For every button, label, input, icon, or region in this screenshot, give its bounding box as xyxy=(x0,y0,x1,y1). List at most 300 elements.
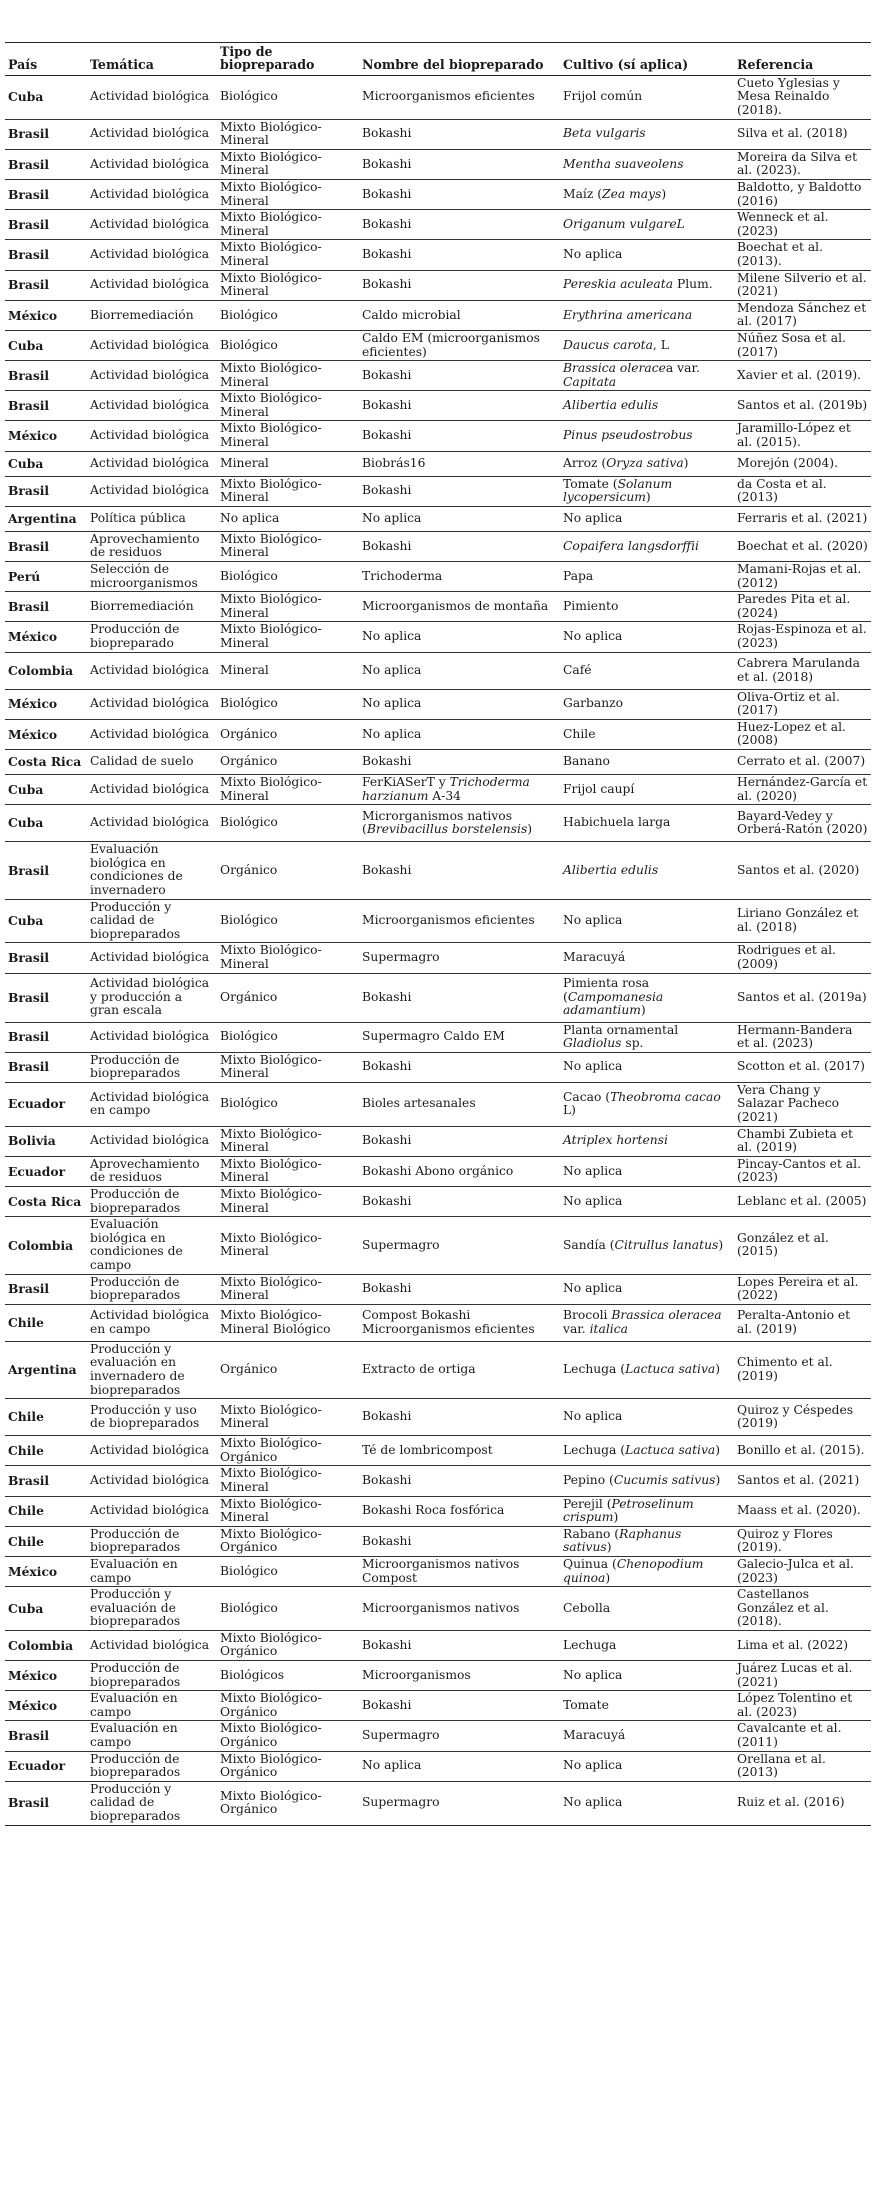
cell-tipo: Mixto Biológico-Mineral xyxy=(217,1126,359,1156)
cell-tipo: Mixto Biológico-Mineral xyxy=(217,1156,359,1186)
cell-tematica: Actividad biológica xyxy=(87,943,217,973)
cell-referencia: Rojas-Espinoza et al. (2023) xyxy=(734,622,871,652)
cell-tipo: Biológico xyxy=(217,1587,359,1631)
table-row xyxy=(5,1526,871,1556)
table-row xyxy=(5,1156,871,1186)
cell-referencia: Boechat et al. (2013). xyxy=(734,240,871,270)
cell-cultivo: Arroz (Oryza sativa) xyxy=(560,451,734,476)
cell-cultivo: Tomate (Solanum lycopersicum) xyxy=(560,476,734,506)
header-row xyxy=(5,43,871,76)
cell-tematica: Producción y evaluación de biopreparados xyxy=(87,1587,217,1631)
cell-nombre: Trichoderma xyxy=(359,562,560,592)
table-row xyxy=(5,1661,871,1691)
cell-pais: Colombia xyxy=(5,1630,87,1660)
cell-cultivo: Erythrina americana xyxy=(560,300,734,330)
cell-pais: Costa Rica xyxy=(5,1187,87,1217)
cell-referencia: Boechat et al. (2020) xyxy=(734,531,871,561)
cell-cultivo: Brocoli Brassica oleracea var. italica xyxy=(560,1304,734,1341)
cell-nombre: Supermagro xyxy=(359,1781,560,1825)
cell-tematica: Selección de microorganismos xyxy=(87,562,217,592)
cell-tematica: Actividad biológica y producción a gran escala xyxy=(87,973,217,1022)
cell-tematica: Actividad biológica xyxy=(87,774,217,804)
cell-tipo: Orgánico xyxy=(217,842,359,899)
cell-tematica: Evaluación biológica en condiciones de campo xyxy=(87,1217,217,1274)
table-row xyxy=(5,1751,871,1781)
cell-referencia: Pincay-Cantos et al. (2023) xyxy=(734,1156,871,1186)
cell-nombre: No aplica xyxy=(359,506,560,531)
cell-tipo: Mixto Biológico-Mineral xyxy=(217,210,359,240)
cell-tipo: Mixto Biológico-Mineral xyxy=(217,119,359,149)
table-row xyxy=(5,1630,871,1660)
cell-tipo: Mixto Biológico-Mineral xyxy=(217,421,359,451)
cell-cultivo: Maíz (Zea mays) xyxy=(560,179,734,209)
cell-nombre: Bokashi xyxy=(359,119,560,149)
cell-pais: México xyxy=(5,1556,87,1586)
cell-nombre: No aplica xyxy=(359,1751,560,1781)
cell-tematica: Actividad biológica xyxy=(87,476,217,506)
cell-cultivo: No aplica xyxy=(560,1781,734,1825)
cell-cultivo: Frijol caupí xyxy=(560,774,734,804)
cell-nombre: Bokashi xyxy=(359,270,560,300)
table-row xyxy=(5,75,871,119)
cell-referencia: López Tolentino et al. (2023) xyxy=(734,1691,871,1721)
cell-pais: Cuba xyxy=(5,451,87,476)
table-row xyxy=(5,179,871,209)
cell-tematica: Actividad biológica xyxy=(87,1436,217,1466)
cell-referencia: Ruiz et al. (2016) xyxy=(734,1781,871,1825)
cell-nombre: Bokashi xyxy=(359,1630,560,1660)
cell-tipo: Orgánico xyxy=(217,749,359,774)
table-row xyxy=(5,689,871,719)
cell-tematica: Actividad biológica xyxy=(87,805,217,842)
cell-pais: Colombia xyxy=(5,652,87,689)
cell-referencia: Núñez Sosa et al. (2017) xyxy=(734,330,871,360)
cell-referencia: Jaramillo-López et al. (2015). xyxy=(734,421,871,451)
cell-cultivo: Beta vulgaris xyxy=(560,119,734,149)
cell-referencia: Vera Chang y Salazar Pacheco (2021) xyxy=(734,1082,871,1126)
cell-referencia: Cavalcante et al. (2011) xyxy=(734,1721,871,1751)
table-row xyxy=(5,1022,871,1052)
cell-cultivo: Brassica oleracea var. Capitata xyxy=(560,361,734,391)
cell-nombre: Bokashi xyxy=(359,531,560,561)
cell-nombre: Supermagro xyxy=(359,943,560,973)
cell-nombre: Bioles artesanales xyxy=(359,1082,560,1126)
cell-tipo: Biológico xyxy=(217,1022,359,1052)
cell-nombre: Microrganismos nativos (Brevibacillus borstelensis) xyxy=(359,805,560,842)
cell-nombre: Supermagro Caldo EM xyxy=(359,1022,560,1052)
cell-nombre: Caldo EM (microorganismos eficientes) xyxy=(359,330,560,360)
table-row xyxy=(5,1052,871,1082)
cell-tematica: Actividad biológica xyxy=(87,75,217,119)
table-row xyxy=(5,1436,871,1466)
cell-pais: Chile xyxy=(5,1436,87,1466)
cell-cultivo: Alibertia edulis xyxy=(560,391,734,421)
col-header-nombre: Nombre del biopreparado xyxy=(359,43,560,76)
cell-nombre: No aplica xyxy=(359,719,560,749)
cell-tipo: Mineral xyxy=(217,652,359,689)
cell-cultivo: Garbanzo xyxy=(560,689,734,719)
cell-pais: Argentina xyxy=(5,506,87,531)
cell-pais: Cuba xyxy=(5,805,87,842)
cell-pais: Brasil xyxy=(5,943,87,973)
cell-referencia: Scotton et al. (2017) xyxy=(734,1052,871,1082)
cell-referencia: Castellanos González et al. (2018). xyxy=(734,1587,871,1631)
col-header-tipo: Tipo de biopreparado xyxy=(217,43,359,76)
cell-cultivo: Lechuga (Lactuca sativa) xyxy=(560,1436,734,1466)
cell-cultivo: Quinua (Chenopodium quinoa) xyxy=(560,1556,734,1586)
cell-referencia: Lima et al. (2022) xyxy=(734,1630,871,1660)
cell-tematica: Actividad biológica xyxy=(87,421,217,451)
cell-referencia: Hermann-Bandera et al. (2023) xyxy=(734,1022,871,1052)
table-row xyxy=(5,210,871,240)
cell-nombre: Bokashi xyxy=(359,391,560,421)
cell-pais: Chile xyxy=(5,1496,87,1526)
table-row xyxy=(5,1556,871,1586)
cell-tematica: Actividad biológica xyxy=(87,1126,217,1156)
cell-tipo: Mixto Biológico-Orgánico xyxy=(217,1630,359,1660)
cell-pais: México xyxy=(5,300,87,330)
cell-pais: Brasil xyxy=(5,270,87,300)
table-row xyxy=(5,1126,871,1156)
cell-tipo: Orgánico xyxy=(217,1341,359,1398)
cell-pais: Brasil xyxy=(5,391,87,421)
cell-pais: Brasil xyxy=(5,179,87,209)
cell-nombre: Biobrás16 xyxy=(359,451,560,476)
cell-pais: Brasil xyxy=(5,361,87,391)
table-row xyxy=(5,562,871,592)
cell-referencia: Ferraris et al. (2021) xyxy=(734,506,871,531)
cell-tematica: Evaluación en campo xyxy=(87,1691,217,1721)
cell-tipo: Mineral xyxy=(217,451,359,476)
cell-referencia: Orellana et al. (2013) xyxy=(734,1751,871,1781)
cell-pais: Brasil xyxy=(5,240,87,270)
cell-pais: Perú xyxy=(5,562,87,592)
cell-nombre: Supermagro xyxy=(359,1721,560,1751)
table-row xyxy=(5,652,871,689)
cell-tipo: Mixto Biológico-Mineral xyxy=(217,1399,359,1436)
cell-cultivo: Banano xyxy=(560,749,734,774)
cell-tematica: Actividad biológica xyxy=(87,361,217,391)
cell-pais: Brasil xyxy=(5,210,87,240)
cell-cultivo: Lechuga xyxy=(560,1630,734,1660)
table-row xyxy=(5,899,871,943)
table-row xyxy=(5,805,871,842)
cell-cultivo: Mentha suaveolens xyxy=(560,149,734,179)
cell-tematica: Aprovechamiento de residuos xyxy=(87,531,217,561)
cell-pais: Argentina xyxy=(5,1341,87,1398)
table-row xyxy=(5,300,871,330)
table-row xyxy=(5,1781,871,1825)
cell-tipo: Biológico xyxy=(217,1556,359,1586)
cell-pais: Brasil xyxy=(5,476,87,506)
cell-pais: Cuba xyxy=(5,774,87,804)
cell-tipo: Biológico xyxy=(217,805,359,842)
cell-cultivo: Pimienta rosa (Campomanesia adamantium) xyxy=(560,973,734,1022)
cell-cultivo: Perejil (Petroselinum crispum) xyxy=(560,1496,734,1526)
cell-tematica: Evaluación en campo xyxy=(87,1721,217,1751)
cell-nombre: Bokashi xyxy=(359,210,560,240)
cell-cultivo: Tomate xyxy=(560,1691,734,1721)
cell-tipo: Biológico xyxy=(217,300,359,330)
cell-referencia: Bayard-Vedey y Orberá-Ratón (2020) xyxy=(734,805,871,842)
cell-cultivo: Atriplex hortensi xyxy=(560,1126,734,1156)
cell-tipo: Mixto Biológico-Mineral xyxy=(217,1217,359,1274)
cell-pais: Ecuador xyxy=(5,1082,87,1126)
cell-pais: Chile xyxy=(5,1526,87,1556)
cell-pais: Brasil xyxy=(5,149,87,179)
cell-pais: Cuba xyxy=(5,75,87,119)
cell-tematica: Producción y evaluación en invernadero de biopreparados xyxy=(87,1341,217,1398)
cell-cultivo: Lechuga (Lactuca sativa) xyxy=(560,1341,734,1398)
cell-pais: Brasil xyxy=(5,1274,87,1304)
cell-cultivo: Pepino (Cucumis sativus) xyxy=(560,1466,734,1496)
cell-cultivo: Sandía (Citrullus lanatus) xyxy=(560,1217,734,1274)
table-row xyxy=(5,719,871,749)
cell-cultivo: Maracuyá xyxy=(560,943,734,973)
cell-tipo: Mixto Biológico-Mineral xyxy=(217,943,359,973)
cell-referencia: Leblanc et al. (2005) xyxy=(734,1187,871,1217)
cell-nombre: Bokashi xyxy=(359,1126,560,1156)
cell-pais: Brasil xyxy=(5,973,87,1022)
cell-pais: Brasil xyxy=(5,842,87,899)
cell-cultivo: Pereskia aculeata Plum. xyxy=(560,270,734,300)
cell-pais: Ecuador xyxy=(5,1156,87,1186)
table-body xyxy=(5,75,871,1825)
cell-tipo: Mixto Biológico-Mineral xyxy=(217,1187,359,1217)
cell-referencia: Rodrigues et al. (2009) xyxy=(734,943,871,973)
cell-nombre: Bokashi xyxy=(359,179,560,209)
cell-referencia: Santos et al. (2019a) xyxy=(734,973,871,1022)
cell-tipo: Mixto Biológico-Mineral xyxy=(217,240,359,270)
cell-nombre: Bokashi xyxy=(359,1691,560,1721)
cell-tematica: Actividad biológica xyxy=(87,719,217,749)
cell-cultivo: Habichuela larga xyxy=(560,805,734,842)
cell-pais: México xyxy=(5,622,87,652)
cell-tipo: Mixto Biológico-Orgánico xyxy=(217,1751,359,1781)
cell-nombre: Bokashi xyxy=(359,1466,560,1496)
cell-pais: Costa Rica xyxy=(5,749,87,774)
cell-pais: Brasil xyxy=(5,1721,87,1751)
table-row xyxy=(5,1082,871,1126)
cell-referencia: Oliva-Ortiz et al. (2017) xyxy=(734,689,871,719)
cell-tematica: Evaluación en campo xyxy=(87,1556,217,1586)
table-row xyxy=(5,774,871,804)
biopreparados-table xyxy=(5,42,871,1826)
cell-referencia: Mendoza Sánchez et al. (2017) xyxy=(734,300,871,330)
table-row xyxy=(5,1587,871,1631)
cell-tipo: Mixto Biológico-Mineral xyxy=(217,1496,359,1526)
cell-tipo: Biológico xyxy=(217,899,359,943)
cell-nombre: Bokashi xyxy=(359,361,560,391)
cell-tematica: Política pública xyxy=(87,506,217,531)
cell-pais: Brasil xyxy=(5,1466,87,1496)
cell-tipo: Orgánico xyxy=(217,973,359,1022)
col-header-cultivo: Cultivo (sí aplica) xyxy=(560,43,734,76)
cell-tematica: Actividad biológica xyxy=(87,1022,217,1052)
cell-tematica: Producción de biopreparados xyxy=(87,1274,217,1304)
cell-tipo: Biológico xyxy=(217,689,359,719)
cell-nombre: FerKiASerT y Trichoderma harzianum A-34 xyxy=(359,774,560,804)
cell-tematica: Actividad biológica xyxy=(87,652,217,689)
cell-tematica: Actividad biológica xyxy=(87,451,217,476)
table-row xyxy=(5,1304,871,1341)
cell-pais: México xyxy=(5,1661,87,1691)
cell-tipo: Mixto Biológico-Mineral xyxy=(217,1052,359,1082)
cell-tipo: Mixto Biológico-Mineral xyxy=(217,592,359,622)
table-row xyxy=(5,973,871,1022)
table-row xyxy=(5,506,871,531)
cell-tipo: No aplica xyxy=(217,506,359,531)
cell-referencia: Xavier et al. (2019). xyxy=(734,361,871,391)
cell-cultivo: No aplica xyxy=(560,240,734,270)
cell-nombre: Bokashi xyxy=(359,240,560,270)
cell-tematica: Producción de biopreparados xyxy=(87,1661,217,1691)
cell-cultivo: Frijol común xyxy=(560,75,734,119)
cell-tematica: Actividad biológica xyxy=(87,240,217,270)
table-row xyxy=(5,451,871,476)
cell-pais: Brasil xyxy=(5,1781,87,1825)
cell-nombre: Bokashi xyxy=(359,1526,560,1556)
cell-pais: Cuba xyxy=(5,1587,87,1631)
cell-cultivo: Cebolla xyxy=(560,1587,734,1631)
cell-pais: Bolivia xyxy=(5,1126,87,1156)
table-row xyxy=(5,361,871,391)
cell-tipo: Mixto Biológico-Mineral xyxy=(217,1274,359,1304)
cell-referencia: Bonillo et al. (2015). xyxy=(734,1436,871,1466)
table-row xyxy=(5,330,871,360)
cell-tematica: Producción de biopreparados xyxy=(87,1526,217,1556)
cell-tipo: Mixto Biológico-Mineral xyxy=(217,179,359,209)
cell-nombre: Bokashi Abono orgánico xyxy=(359,1156,560,1186)
table-row xyxy=(5,270,871,300)
cell-cultivo: No aplica xyxy=(560,1274,734,1304)
cell-tematica: Actividad biológica xyxy=(87,149,217,179)
cell-pais: México xyxy=(5,689,87,719)
cell-tematica: Producción de biopreparado xyxy=(87,622,217,652)
cell-nombre: Microorganismos nativos Compost xyxy=(359,1556,560,1586)
cell-referencia: Santos et al. (2019b) xyxy=(734,391,871,421)
cell-referencia: Galecio-Julca et al. (2023) xyxy=(734,1556,871,1586)
cell-tipo: Orgánico xyxy=(217,719,359,749)
cell-tipo: Mixto Biológico-Mineral xyxy=(217,531,359,561)
table-row xyxy=(5,943,871,973)
table-row xyxy=(5,1496,871,1526)
col-header-referencia: Referencia xyxy=(734,43,871,76)
cell-nombre: Microorganismos eficientes xyxy=(359,75,560,119)
cell-referencia: Chambi Zubieta et al. (2019) xyxy=(734,1126,871,1156)
cell-cultivo: No aplica xyxy=(560,622,734,652)
cell-pais: Brasil xyxy=(5,119,87,149)
cell-nombre: Microorganismos eficientes xyxy=(359,899,560,943)
cell-tematica: Producción de biopreparados xyxy=(87,1052,217,1082)
table-row xyxy=(5,749,871,774)
cell-nombre: Bokashi xyxy=(359,973,560,1022)
cell-referencia: Juárez Lucas et al. (2021) xyxy=(734,1661,871,1691)
cell-cultivo: Alibertia edulis xyxy=(560,842,734,899)
cell-tipo: Mixto Biológico-Mineral xyxy=(217,774,359,804)
cell-tipo: Mixto Biológico-Mineral xyxy=(217,391,359,421)
cell-pais: Brasil xyxy=(5,531,87,561)
cell-referencia: Baldotto, y Baldotto (2016) xyxy=(734,179,871,209)
cell-nombre: Microorganismos nativos xyxy=(359,1587,560,1631)
cell-tipo: Mixto Biológico-Orgánico xyxy=(217,1526,359,1556)
table-row xyxy=(5,476,871,506)
cell-referencia: Cabrera Marulanda et al. (2018) xyxy=(734,652,871,689)
cell-cultivo: Chile xyxy=(560,719,734,749)
cell-referencia: Paredes Pita et al. (2024) xyxy=(734,592,871,622)
cell-pais: Cuba xyxy=(5,330,87,360)
cell-pais: Brasil xyxy=(5,592,87,622)
cell-nombre: No aplica xyxy=(359,622,560,652)
table-row xyxy=(5,1466,871,1496)
cell-pais: Chile xyxy=(5,1304,87,1341)
cell-tipo: Mixto Biológico-Mineral xyxy=(217,270,359,300)
cell-nombre: Bokashi xyxy=(359,1274,560,1304)
cell-nombre: Bokashi xyxy=(359,421,560,451)
cell-pais: México xyxy=(5,719,87,749)
cell-pais: Brasil xyxy=(5,1052,87,1082)
cell-tematica: Evaluación biológica en condiciones de invernadero xyxy=(87,842,217,899)
cell-nombre: Bokashi xyxy=(359,842,560,899)
cell-referencia: Santos et al. (2021) xyxy=(734,1466,871,1496)
cell-tematica: Producción de biopreparados xyxy=(87,1751,217,1781)
cell-tipo: Mixto Biológico-Mineral xyxy=(217,1466,359,1496)
cell-tipo: Mixto Biológico-Orgánico xyxy=(217,1691,359,1721)
table-row xyxy=(5,391,871,421)
table-row xyxy=(5,149,871,179)
cell-referencia: Santos et al. (2020) xyxy=(734,842,871,899)
cell-referencia: Quiroz y Céspedes (2019) xyxy=(734,1399,871,1436)
cell-tematica: Actividad biológica xyxy=(87,391,217,421)
cell-tipo: Mixto Biológico-Mineral xyxy=(217,476,359,506)
cell-nombre: Compost Bokashi Microorganismos eficientes xyxy=(359,1304,560,1341)
cell-nombre: Extracto de ortiga xyxy=(359,1341,560,1398)
cell-tematica: Actividad biológica xyxy=(87,119,217,149)
cell-tematica: Producción y uso de biopreparados xyxy=(87,1399,217,1436)
cell-nombre: Caldo microbial xyxy=(359,300,560,330)
cell-cultivo: No aplica xyxy=(560,1156,734,1186)
cell-cultivo: No aplica xyxy=(560,1187,734,1217)
cell-referencia: Cueto Yglesias y Mesa Reinaldo (2018). xyxy=(734,75,871,119)
table-row xyxy=(5,1274,871,1304)
cell-tipo: Biológico xyxy=(217,75,359,119)
cell-nombre: Bokashi xyxy=(359,1187,560,1217)
cell-cultivo: No aplica xyxy=(560,1751,734,1781)
table-row xyxy=(5,1187,871,1217)
cell-tipo: Mixto Biológico-Orgánico xyxy=(217,1781,359,1825)
cell-tipo: Mixto Biológico-Mineral xyxy=(217,149,359,179)
cell-cultivo: Rabano (Raphanus sativus) xyxy=(560,1526,734,1556)
cell-cultivo: Café xyxy=(560,652,734,689)
cell-nombre: Supermagro xyxy=(359,1217,560,1274)
table-row xyxy=(5,1721,871,1751)
cell-tematica: Actividad biológica xyxy=(87,1466,217,1496)
col-header-tematica: Temática xyxy=(87,43,217,76)
cell-pais: Ecuador xyxy=(5,1751,87,1781)
cell-cultivo: Daucus carota, L xyxy=(560,330,734,360)
cell-tematica: Producción de biopreparados xyxy=(87,1187,217,1217)
cell-tematica: Biorremediación xyxy=(87,300,217,330)
cell-pais: Colombia xyxy=(5,1217,87,1274)
cell-referencia: Lopes Pereira et al. (2022) xyxy=(734,1274,871,1304)
cell-tematica: Producción y calidad de biopreparados xyxy=(87,1781,217,1825)
cell-cultivo: Cacao (Theobroma cacao L) xyxy=(560,1082,734,1126)
cell-tematica: Actividad biológica xyxy=(87,179,217,209)
cell-referencia: Liriano González et al. (2018) xyxy=(734,899,871,943)
cell-nombre: Bokashi xyxy=(359,149,560,179)
table-row xyxy=(5,119,871,149)
cell-tematica: Actividad biológica xyxy=(87,689,217,719)
